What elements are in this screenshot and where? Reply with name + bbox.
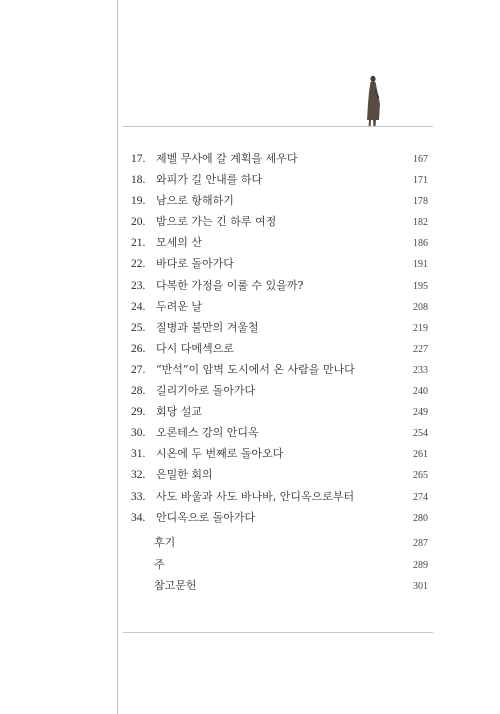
appendix-row <box>154 556 428 578</box>
toc-row <box>131 319 428 340</box>
chapter-title: 바다로 돌아가다 <box>156 257 234 271</box>
chapter-title: 와피가 길 안내를 하다 <box>156 173 263 187</box>
appendix-title: 후기 <box>154 536 176 549</box>
chapter-number: 31. <box>131 448 146 461</box>
chapter-number: 26. <box>131 342 146 355</box>
chapter-title: 두려운 날 <box>156 299 203 313</box>
chapter-title: 시온에 두 번째로 돌아오다 <box>156 447 284 461</box>
page-number: 195 <box>413 280 428 292</box>
toc-row <box>131 466 428 487</box>
table-of-contents <box>131 150 428 530</box>
chapter-title: 안디옥으로 돌아가다 <box>156 510 256 524</box>
appendix-row <box>154 534 428 556</box>
chapter-title: “반석”이 암벽 도시에서 온 사람을 만나다 <box>156 362 355 376</box>
page-number: 254 <box>413 428 428 440</box>
toc-row <box>131 340 428 361</box>
page-number: 261 <box>413 449 428 461</box>
chapter-title: 모세의 산 <box>156 236 203 250</box>
chapter-number: 30. <box>131 427 146 440</box>
page-number: 219 <box>413 322 428 334</box>
toc-row <box>131 403 428 424</box>
page-number: 301 <box>413 581 428 592</box>
page-edge-line <box>117 0 118 714</box>
chapter-number: 28. <box>131 385 146 398</box>
page-number: 178 <box>413 196 428 208</box>
toc-row <box>131 509 428 530</box>
robed-figure-illustration <box>362 74 384 128</box>
chapter-number: 34. <box>131 511 146 524</box>
toc-row <box>131 424 428 445</box>
page-number: 171 <box>413 175 428 187</box>
chapter-title: 다시 다메섹으로 <box>156 341 234 355</box>
chapter-title: 오론테스 강의 안디옥 <box>156 426 259 440</box>
chapter-title: 다복한 가정을 이룰 수 있을까? <box>156 278 304 292</box>
chapter-number: 17. <box>131 153 146 165</box>
toc-row <box>131 171 428 192</box>
chapter-title: 남으로 항해하기 <box>156 194 234 208</box>
chapter-number: 18. <box>131 174 146 187</box>
toc-row <box>131 382 428 403</box>
toc-row <box>131 255 428 276</box>
chapter-number: 27. <box>131 363 146 376</box>
chapter-title: 질병과 불만의 겨울철 <box>156 320 259 334</box>
toc-row <box>131 277 428 298</box>
appendix-list <box>154 534 428 599</box>
toc-row <box>131 213 428 234</box>
page-number: 208 <box>413 301 428 313</box>
chapter-title: 밤으로 가는 긴 하루 여정 <box>156 215 277 229</box>
appendix-title: 참고문헌 <box>154 579 197 592</box>
chapter-title: 제벨 무사에 갈 계획을 세우다 <box>156 152 298 165</box>
page-number: 249 <box>413 407 428 419</box>
chapter-number: 32. <box>131 469 146 482</box>
bottom-divider <box>123 632 433 633</box>
chapter-number: 25. <box>131 321 146 334</box>
appendix-title: 주 <box>154 557 165 571</box>
page-number: 233 <box>413 364 428 376</box>
chapter-number: 21. <box>131 237 146 250</box>
page-number: 191 <box>413 259 428 271</box>
toc-row <box>131 488 428 509</box>
page-number: 274 <box>413 491 428 503</box>
chapter-number: 33. <box>131 490 146 503</box>
page-number: 167 <box>413 154 428 165</box>
toc-row <box>131 445 428 466</box>
page-number: 186 <box>413 238 428 250</box>
chapter-number: 24. <box>131 300 146 313</box>
toc-row <box>131 234 428 255</box>
page-number: 240 <box>413 386 428 398</box>
chapter-title: 은밀한 회의 <box>156 468 213 482</box>
page-number: 182 <box>413 217 428 229</box>
appendix-row <box>154 577 428 599</box>
toc-row <box>131 150 428 171</box>
chapter-number: 20. <box>131 216 146 229</box>
page-number: 265 <box>413 470 428 482</box>
toc-row <box>131 361 428 382</box>
chapter-title: 길리기아로 돌아가다 <box>156 384 256 398</box>
chapter-title: 회당 설교 <box>156 405 203 419</box>
page-number: 227 <box>413 343 428 355</box>
toc-row <box>131 298 428 319</box>
page-number: 289 <box>413 559 428 571</box>
chapter-number: 29. <box>131 406 146 419</box>
page-number: 287 <box>413 538 428 549</box>
top-divider <box>123 126 433 127</box>
chapter-number: 23. <box>131 279 146 292</box>
toc-row <box>131 192 428 213</box>
chapter-number: 22. <box>131 258 146 271</box>
chapter-title: 사도 바울과 사도 바나바, 안디옥으로부터 <box>156 489 355 503</box>
page-number: 280 <box>413 512 428 524</box>
chapter-number: 19. <box>131 195 146 208</box>
